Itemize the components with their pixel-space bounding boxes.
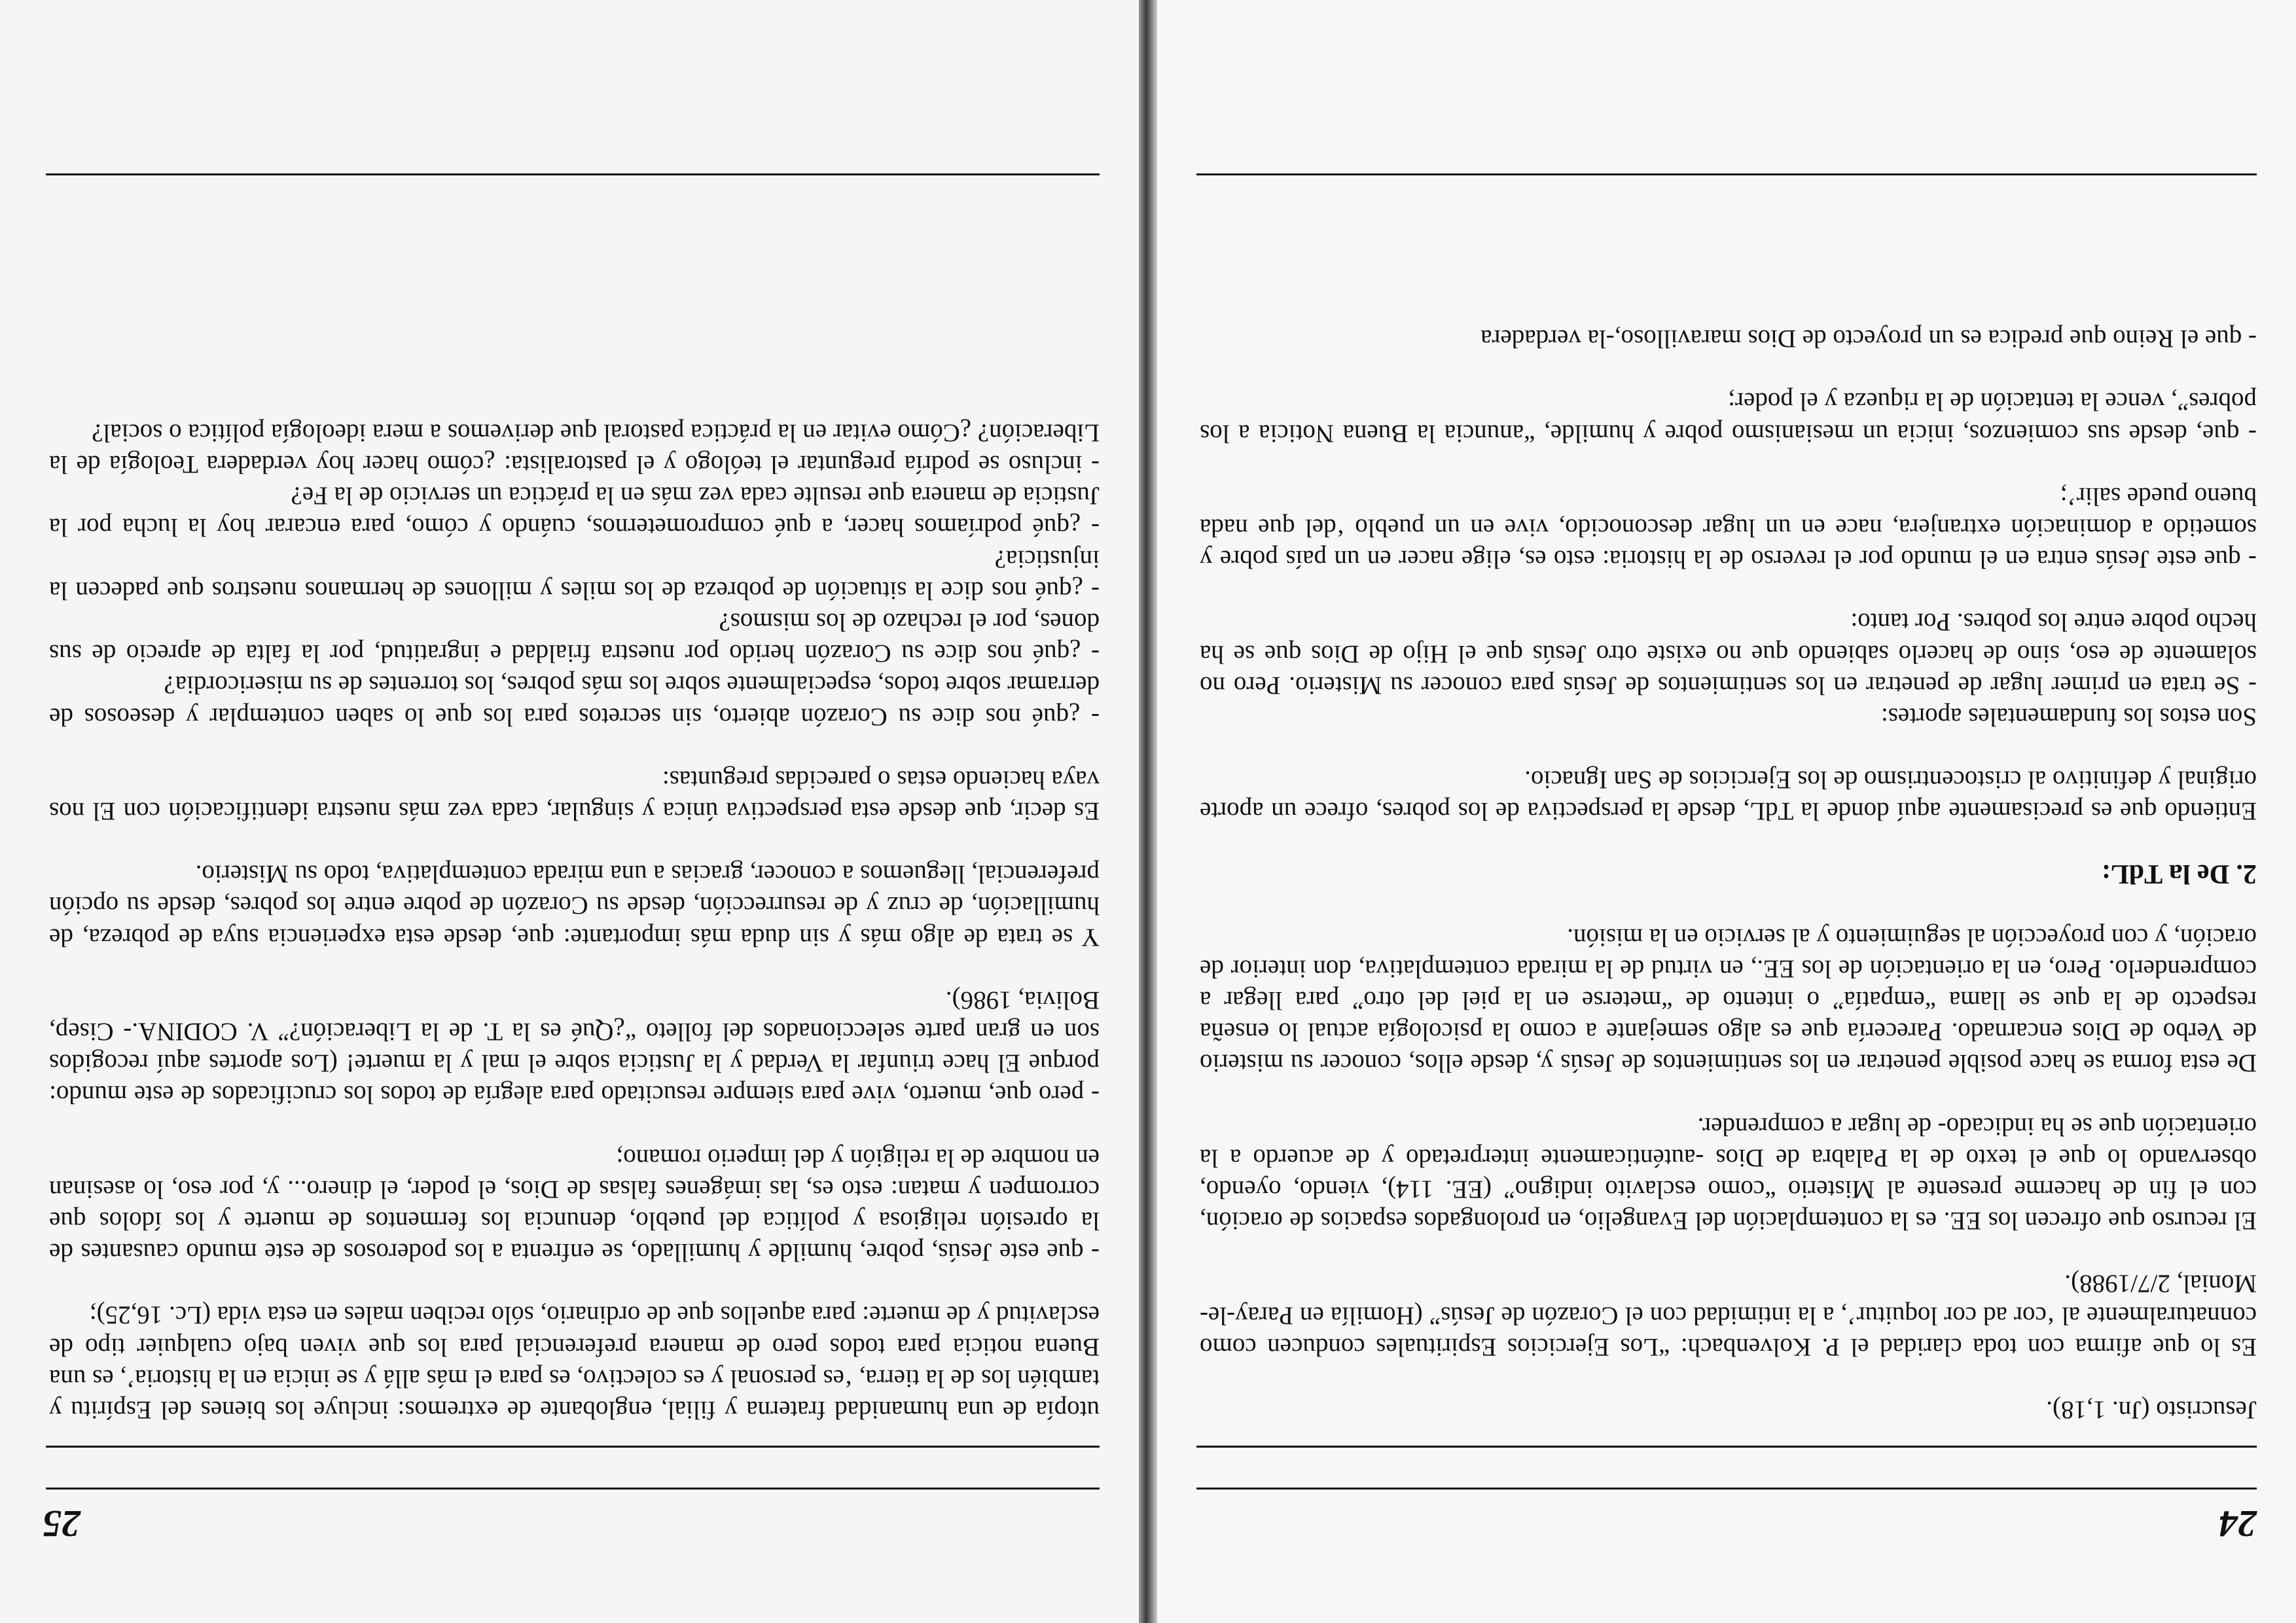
page-number: 24 — [2219, 1503, 2257, 1545]
header-rule — [1196, 1446, 2257, 1448]
section-heading: 2. De la TdL: — [2101, 859, 2257, 889]
top-rule — [46, 1488, 1100, 1489]
book-gutter — [1139, 0, 1157, 1623]
paragraph: - que, desde sus comienzos, inicia un mesianismo pobre y humilde, “anuncia la Buena Noticia a los pobres”, vence la tentación de la riqueza y el poder; — [1200, 387, 2257, 448]
paragraph: - que este Jesús entra en el mundo por el reverso de la historia: esto es, elige nacer en un país pobre y sometido a dominación extranjera, nace en un lugar desconocido, vive en un pueblo ‘del que nada bueno puede salir’; — [1200, 482, 2257, 574]
paragraph: - pero que, muerto, vive para siempre resucitado para alegría de todos los crucificados de este mundo: porque El hace triunfar la Verdad y la Justicia sobre el mal y la muerte! (Los aportes aquí recogidos son en gran parte seleccionados del folleto “¿Qué es la T. de la Liberación?” V. CODINA.- Cisep, Bolivia, 1986). — [49, 986, 1100, 1109]
page-number: 25 — [43, 1503, 81, 1545]
paragraph: Es lo que afirma con toda claridad el P. Kolvenbach: “Los Ejercicios Espirituales conducen como connaturalmente al ‘cor ad cor loquitur’, a la intimidad con el Corazón de Jesús” (Homilía en Paray-le-Monial, 2/7/1988). — [1200, 1270, 2257, 1361]
paragraph: Son estos los fundamentales aportes: — [1880, 702, 2257, 731]
page-25 — [0, 0, 1139, 1623]
footer-rule — [46, 173, 1100, 175]
paragraph: - ¿qué nos dice la situación de pobreza de los miles y millones de hermanos nuestros que padecen la injusticia? — [49, 544, 1100, 605]
footer-rule — [1196, 173, 2257, 175]
page-24-body — [1200, 323, 2257, 1425]
paragraph: - ¿qué nos dice su Corazón herido por nuestra frialdad e ingratitud, por la falta de aprecio de sus dones, por el rechazo de los mismos? — [49, 607, 1100, 668]
paragraph: - Se trata en primer lugar de penetrar en los sentimientos de Jesús para conocer su Misterio. Pero no solamente de eso, sino de hacerlo sabiendo que no existe otro Jesús que el Hijo de Dios que se ha hecho pobre entre los pobres. Por tanto: — [1200, 608, 2257, 700]
paragraph: Y se trata de algo más y sin duda más importante: que, desde esta experiencia suya de pobreza, de humillación, de cruz y de resurrección, desde su Corazón de pobre entre los pobres, desde su opción preferencial, lleguemos a conocer, gracias a una mirada contemplativa, todo su Misterio. — [49, 860, 1100, 952]
paragraph: De esta forma se hace posible penetrar en los sentimientos de Jesús y, desde ellos, conocer su misterio de Verbo de Dios encarnado. Parecería que es algo semejante a como la psicología actual lo enseña respecto de la que se llama “empatía” o intento de “meterse en la piel del otro” para llegar a comprenderlo. Pero, en la orientación de los EE., en virtud de la mirada contemplativa, don interior de oración, y con proyección al seguimiento y al servicio en la misión. — [1200, 923, 2257, 1078]
paragraph: El recurso que ofrecen los EE. es la contemplación del Evangelio, en prolongados espacios de oración, con el fin de hacerme presente al Misterio “como esclavito indigno” (EE. 114), viendo, oyendo, observando lo que el texto de la Palabra de Dios -auténticamente interpretado y de acuerdo a la orientación que se ha indicado- de lugar a comprender. — [1200, 1112, 2257, 1236]
paragraph: - que este Jesús, pobre, humilde y humillado, se enfrenta a los poderosos de este mundo causantes de la opresión religiosa y política del pueblo, denuncia los fermentos de muerte y los ídolos que corrompen y matan: esto es, las imágenes falsas de Dios, el poder, el dinero... y, por eso, lo asesinan en nombre de la religión y del imperio romano; — [49, 1143, 1100, 1267]
paragraph: - ¿qué podríamos hacer, a qué comprometernos, cuándo y cómo, para encarar hoy la lucha por la Justicia de manera que resulte cada vez más en la práctica un servicio de la Fe? — [49, 482, 1100, 542]
page-24 — [1157, 0, 2296, 1623]
top-rule — [1196, 1488, 2257, 1489]
paragraph: - ¿qué nos dice su Corazón abierto, sin secretos para los que lo saben contemplar y deseosos de derramar sobre todos, especialmente sobre los más pobres, los torrentes de su misericordia? — [49, 671, 1100, 731]
paragraph: - que el Reino que predica es un proyecto de Dios maravilloso,-la verdadera — [1480, 325, 2257, 353]
paragraph: Es decir, que desde esta perspectiva única y singular, cada vez más nuestra identificación con El nos vaya haciendo estas o parecidas preguntas: — [49, 765, 1100, 825]
paragraph: - incluso se podría preguntar el teólogo y el pastoralista: ¿cómo hacer hoy verdadera Teología de la Liberación? ¿Cómo evitar en la práctica pastoral que derivemos a mera ideología política o social? — [49, 418, 1100, 478]
page-25-body — [49, 417, 1100, 1425]
paragraph: Entiendo que es precisamente aquí donde la TdL, desde la perspectiva de los pobres, ofrece un aporte original y definitivo al cristocentrismo de los Ejercicios de San Ignacio. — [1200, 766, 2257, 826]
paragraph: Jesucristo (Jn. 1,18). — [2046, 1396, 2257, 1424]
header-rule — [46, 1446, 1100, 1448]
paragraph: utopía de una humanidad fraterna y filial, englobante de extremos: incluye los bienes del Espíritu y también los de la tierra, ‘es personal y es colectivo, es para el más allá y se inicia en la historia’, es una Buena noticia para todos pero de manera preferencial para los que viven bajo cualquier tipo de esclavitud y de muerte: para aquellos que de ordinario, sólo reciben males en esta vida (Lc. 16,25); — [49, 1301, 1100, 1424]
